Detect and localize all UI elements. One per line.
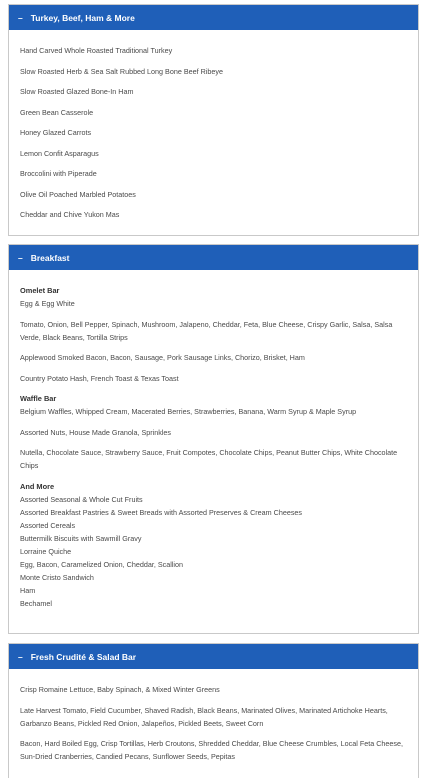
list-item: Olive Oil Poached Marbled Potatoes (20, 189, 136, 199)
section-turkey-beef-ham (8, 4, 419, 236)
section-title: Turkey, Beef, Ham & More (30, 12, 135, 23)
list-item: Tomato, Onion, Bell Pepper, Spinach, Mushroom, Jalapeno, Cheddar, Feta, Blue Cheese, Crispy Garlic, Salsa, Salsa Verde, Black Beans, Tortilla Strips (20, 319, 393, 342)
collapse-icon: – (18, 651, 23, 662)
list-item: Hand Carved Whole Roasted Traditional Turkey (20, 46, 173, 55)
list-item: Ham (20, 585, 36, 595)
subheading-and-more: And More (20, 481, 55, 491)
list-item: Assorted Breakfast Pastries & Sweet Breads with Assorted Preserves & Cream Cheeses (20, 507, 303, 517)
list-item: Green Bean Casserole (20, 107, 94, 117)
list-item: Assorted Seasonal & Whole Cut Fruits (20, 494, 143, 504)
list-item: Broccolini with Piperade (20, 169, 97, 178)
list-item: Slow Roasted Herb & Sea Salt Rubbed Long Bone Beef Ribeye (20, 66, 223, 76)
list-item: Applewood Smoked Bacon, Bacon, Sausage, Pork Sausage Links, Chorizo, Brisket, Ham (20, 353, 305, 362)
section-content (9, 30, 418, 221)
collapse-icon: – (18, 252, 23, 263)
list-item: Late Harvest Tomato, Field Cucumber, Shaved Radish, Black Beans, Marinated Olives, Marinated Artichoke Hearts, Garbanzo Beans, Pickled Red Onion, Jalapeños, Pickled Beets, Sweet Corn (20, 705, 388, 728)
subheading-omelet-bar: Omelet Bar (20, 286, 60, 295)
section-header-turkey-beef-ham[interactable] (9, 5, 418, 30)
list-item: Cheddar and Chive Yukon Mas (20, 210, 120, 219)
collapse-icon: – (18, 12, 23, 23)
list-item: Assorted Nuts, House Made Granola, Sprinkles (20, 427, 172, 437)
section-crudite-salad-bar (8, 643, 419, 778)
list-item: Honey Glazed Carrots (20, 128, 92, 137)
section-header-breakfast[interactable] (9, 245, 418, 270)
list-item: Assorted Cereals (20, 520, 76, 530)
section-title: Breakfast (30, 252, 70, 263)
list-item: Country Potato Hash, French Toast & Texas Toast (20, 373, 179, 383)
list-item: Belgium Waffles, Whipped Cream, Macerated Berries, Strawberries, Banana, Warm Syrup & Maple Syrup (20, 407, 357, 416)
list-item: Lemon Confit Asparagus (20, 148, 99, 158)
list-item: Egg & Egg White (20, 299, 75, 308)
list-item: Monte Cristo Sandwich (20, 572, 94, 582)
list-item: Crisp Romaine Lettuce, Baby Spinach, & Mixed Winter Greens (20, 685, 220, 694)
list-item: Nutella, Chocolate Sauce, Strawberry Sauce, Fruit Compotes, Chocolate Chips, Peanut Butter Chips, White Chocolate Chips (20, 448, 398, 470)
list-item: Bechamel (20, 598, 52, 608)
section-title: Fresh Crudité & Salad Bar (30, 651, 137, 662)
section-content (9, 270, 418, 610)
section-header-crudite-salad-bar[interactable] (9, 644, 418, 669)
section-content (9, 669, 418, 763)
list-item: Slow Roasted Glazed Bone-In Ham (20, 87, 134, 96)
subheading-waffle-bar: Waffle Bar (20, 394, 57, 403)
list-item: Lorraine Quiche (20, 546, 72, 556)
list-item: Bacon, Hard Boiled Egg, Crisp Tortillas, Herb Croutons, Shredded Cheddar, Blue Cheese Crumbles, Local Feta Cheese, Sun-Dried Cranberries, Candied Pecans, Sunflower Seeds, Pepitas (20, 739, 404, 761)
section-breakfast (8, 244, 419, 634)
list-item: Egg, Bacon, Caramelized Onion, Cheddar, Scallion (20, 559, 184, 569)
list-item: Buttermilk Biscuits with Sawmill Gravy (20, 533, 142, 543)
